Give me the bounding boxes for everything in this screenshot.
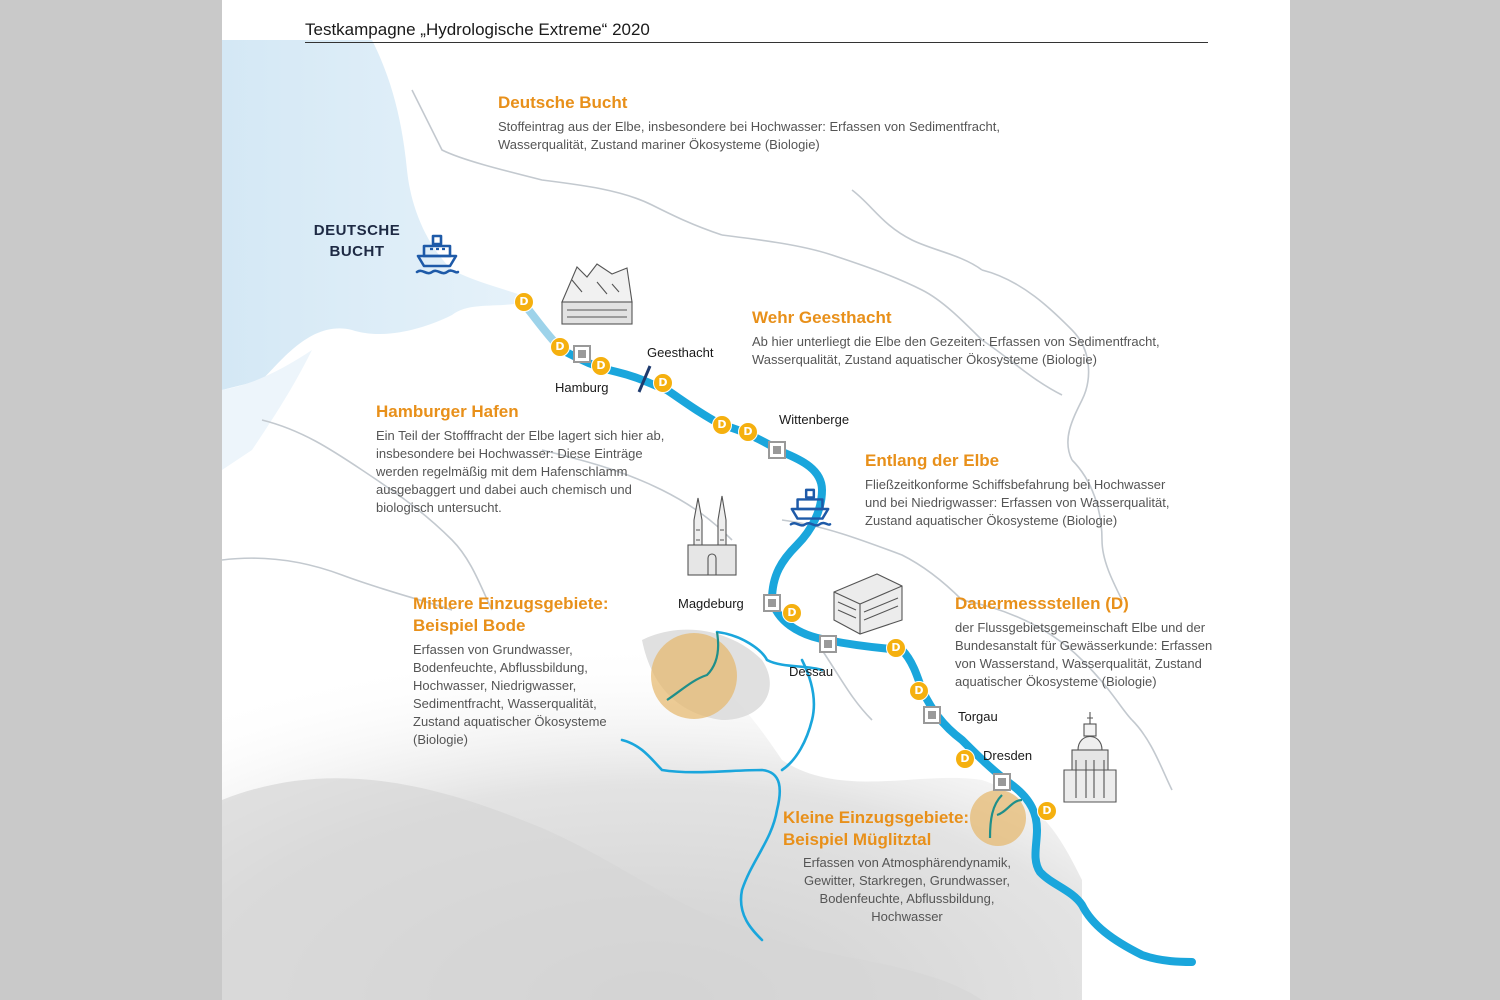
text-line: werden regelmäßig mit dem Hafenschlamm <box>376 464 628 479</box>
text-line: Bundesanstalt für Gewässerkunde: Erfassen <box>955 638 1213 653</box>
section-wehr-geesthacht <box>752 307 1222 369</box>
text-line: Gewitter, Starkregen, Grundwasser, <box>804 873 1010 888</box>
station-marker-wittenberge <box>768 441 786 459</box>
map-canvas <box>222 0 1290 1000</box>
text-line: biologisch untersucht. <box>376 500 502 515</box>
north-sea <box>222 40 532 390</box>
marker-d: D <box>514 292 534 312</box>
section-text <box>865 476 1245 530</box>
text-line: Hochwasser, Niedrigwasser, <box>413 678 577 693</box>
section-text <box>782 854 1032 926</box>
text-line: Sedimentfracht, Wasserqualität, <box>413 696 597 711</box>
frauenkirche-sketch-icon <box>1064 712 1116 802</box>
station-marker-dresden <box>993 773 1011 791</box>
city-label-geesthacht: Geesthacht <box>647 345 714 360</box>
section-dauermessstellen <box>955 593 1255 691</box>
elbphilharmonie-sketch-icon <box>562 264 632 324</box>
text-line: und bei Niedrigwasser: Erfassen von Wasserqualität, <box>865 495 1170 510</box>
section-title: Deutsche Bucht <box>498 93 628 112</box>
city-label-dessau: Dessau <box>789 664 834 679</box>
marker-d: D <box>591 356 611 376</box>
city-label-wittenberge: Wittenberge <box>779 412 850 427</box>
section-title: Entlang der Elbe <box>865 451 1000 470</box>
text-line: der Flussgebietsgemeinschaft Elbe und der <box>955 620 1206 635</box>
sea-label-line2: BUCHT <box>329 243 385 260</box>
section-mittlere-einzugsgebiete <box>413 593 643 749</box>
text-line: Bodenfeuchte, Abflussbildung, <box>819 891 995 906</box>
text-line: (Biologie) <box>413 732 468 747</box>
section-text <box>498 118 1058 154</box>
text-line: Wasserqualität, Zustand mariner Ökosysteme (Biologie) <box>498 137 820 152</box>
title-line: Beispiel Müglitztal <box>783 830 932 849</box>
text-line: Bodenfeuchte, Abflussbildung, <box>413 660 588 675</box>
section-title: Dauermessstellen (D) <box>955 594 1129 613</box>
marker-d: D <box>886 638 906 658</box>
text-line: aquatischer Ökosysteme (Biologie) <box>955 674 1157 689</box>
section-kleine-einzugsgebiete <box>783 807 1033 851</box>
text-line: Erfassen von Atmosphärendynamik, <box>802 855 1012 870</box>
text-line: Hochwasser <box>871 909 943 924</box>
text-line: Zustand aquatischer Ökosysteme (Biologie) <box>865 513 1118 528</box>
title-line: Mittlere Einzugsgebiete: <box>413 594 609 613</box>
river-ship-icon <box>788 486 832 532</box>
sea-label <box>302 220 412 262</box>
text-line: insbesondere bei Hochwasser: Diese Einträge <box>376 446 643 461</box>
city-label-magdeburg: Magdeburg <box>678 596 744 611</box>
city-label-torgau: Torgau <box>958 709 998 724</box>
marker-d: D <box>909 681 929 701</box>
station-marker-magdeburg <box>763 594 781 612</box>
marker-d: D <box>782 603 802 623</box>
title-line: Kleine Einzugsgebiete: <box>783 808 970 827</box>
city-label-dresden: Dresden <box>983 748 1033 763</box>
section-entlang-elbe <box>865 450 1245 530</box>
title-divider <box>305 42 1208 43</box>
section-hamburger-hafen <box>376 401 686 517</box>
section-text <box>413 641 643 749</box>
text-line: Ein Teil der Stofffracht der Elbe lagert sich hier ab, <box>376 428 665 443</box>
catchment-bode <box>651 633 737 719</box>
station-marker-dessau <box>819 635 837 653</box>
section-text <box>376 427 686 517</box>
marker-d: D <box>738 422 758 442</box>
section-kleine-text <box>782 854 1032 926</box>
cathedral-sketch-icon <box>688 496 736 575</box>
text-line: von Wasserstand, Wasserqualität, Zustand <box>955 656 1202 671</box>
text-line: Fließzeitkonforme Schiffsbefahrung bei Hochwasser <box>865 477 1166 492</box>
section-deutsche-bucht <box>498 92 1058 154</box>
text-line: ausgebaggert und dabei auch chemisch und <box>376 482 632 497</box>
marker-d: D <box>550 337 570 357</box>
section-title: Wehr Geesthacht <box>752 308 892 327</box>
text-line: Erfassen von Grundwasser, <box>413 642 573 657</box>
section-text <box>955 619 1255 691</box>
station-marker-hamburg <box>573 345 591 363</box>
text-line: Ab hier unterliegt die Elbe den Gezeiten: Erfassen von Sedimentfracht, <box>752 334 1160 349</box>
text-line: Zustand aquatischer Ökosysteme <box>413 714 607 729</box>
marker-d: D <box>1037 801 1057 821</box>
city-label-hamburg: Hamburg <box>555 380 609 395</box>
section-title <box>413 593 643 637</box>
sea-label-line1: DEUTSCHE <box>313 222 401 239</box>
section-text <box>752 333 1222 369</box>
ship-icon <box>414 232 460 280</box>
text-line: Wasserqualität, Zustand aquatischer Ökosysteme (Biologie) <box>752 352 1097 367</box>
marker-d: D <box>712 415 732 435</box>
station-marker-torgau <box>923 706 941 724</box>
section-title <box>783 807 1033 851</box>
marker-d: D <box>653 373 673 393</box>
bauhaus-sketch-icon <box>834 574 902 634</box>
page-title: Testkampagne „Hydrologische Extreme“ 2020 <box>305 20 650 39</box>
section-title: Hamburger Hafen <box>376 402 519 421</box>
marker-d: D <box>955 749 975 769</box>
text-line: Stoffeintrag aus der Elbe, insbesondere bei Hochwasser: Erfassen von Sedimentfracht, <box>498 119 1000 134</box>
title-line: Beispiel Bode <box>413 616 526 635</box>
